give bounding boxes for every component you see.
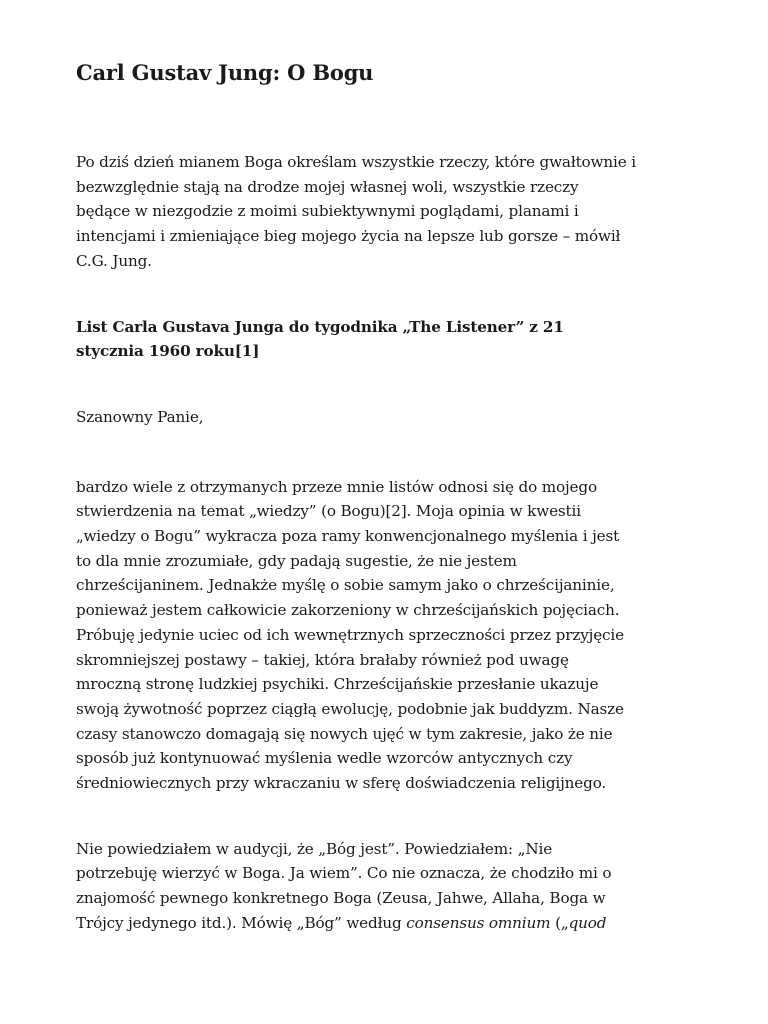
intro-paragraph: Po dziś dzień mianem Boga określam wszystkie rzeczy, które gwałtownie i bezwzględnie stają na drodze mojej własnej woli, wszystkie rzeczy będące w niezgodzie z moimi subiektywnymi poglądami, planami i intencjami i zmieniające bieg mojego życia na lepsze lub gorsze – mówił C.G. Jung. (76, 153, 636, 270)
letter-subheading: List Carla Gustava Junga do tygodnika „The Listener” z 21 stycznia 1960 roku[1] (76, 317, 564, 361)
body-paragraph-2 (76, 837, 636, 936)
document-body (76, 58, 636, 936)
body-paragraph-1: bardzo wiele z otrzymanych przeze mnie listów odnosi się do mojego stwierdzenia na temat „wiedzy” (o Bogu)[2]. Moja opinia w kwestii „wiedzy o Bogu” wykracza poza ramy konwencjonalnego myślenia i jest to dla mnie zrozumiałe, gdy padają sugestie, że nie jestem chrześcijaninem. Jednakże myślę o sobie samym jako o chrześcijaninie, ponieważ jestem całkowicie zakorzeniony w chrześcijańskich pojęciach. Próbuję jedynie uciec od ich wewnętrznych sprzeczności przez przyjęcie skromniejszej postawy – takiej, która brałaby również pod uwagę mroczną stronę ludzkiej psychiki. Chrześcijańskie przesłanie ukazuje swoją żywotność poprzez ciągłą ewolucję, podobnie jak buddyzm. Nasze czasy stanowczo domagają się nowych ujęć w tym zakresie, jako że nie sposób już kontynuować myślenia wedle wzorców antycznych czy średniowiecznych przy wkraczaniu w sferę doświadczenia religijnego. (76, 477, 624, 793)
paragraph-2-text: Nie powiedziałem w audycji, że „Bóg jest”. Powiedziałem: „Nie potrzebuję wierzyć w Boga. Ja wiem”. Co nie oznacza, że chodziło mi o znajomość pewnego konkretnego Boga (Zeusa, Jahwe, Allaha, Boga w Trójcy jedynego itd.). Mówię „Bóg” według (76, 839, 612, 932)
paragraph-2-italic-quod: quod (568, 913, 607, 932)
paragraph-2-tail: („ (550, 913, 569, 932)
page-title: Carl Gustav Jung: O Bogu (76, 60, 374, 85)
salutation: Szanowny Panie, (76, 407, 204, 426)
paragraph-2-italic-consensus: consensus omnium (406, 913, 551, 932)
